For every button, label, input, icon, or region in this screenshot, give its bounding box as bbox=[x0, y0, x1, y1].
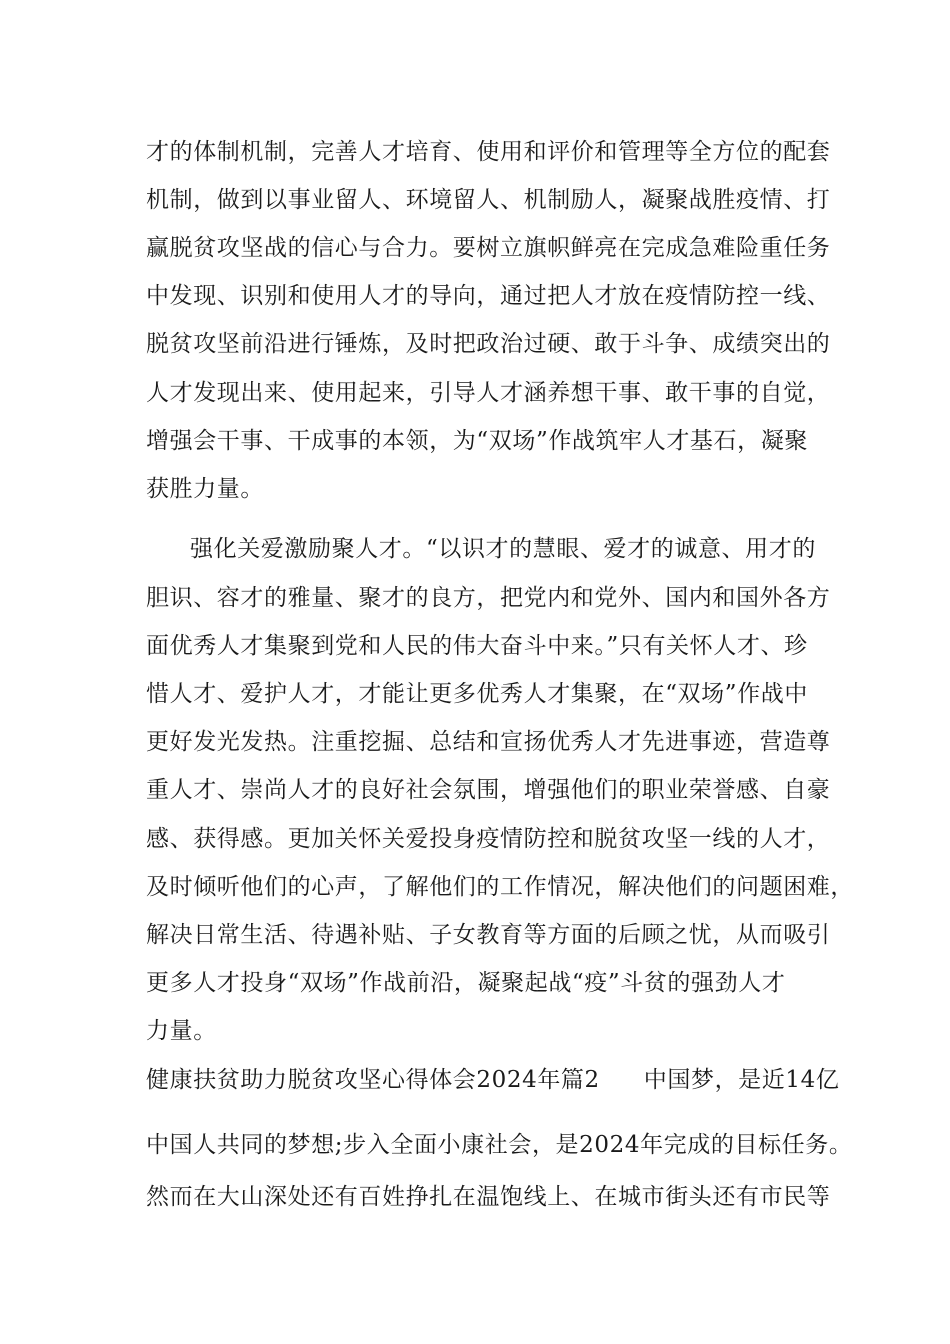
body-text-line: 胆识、容才的雅量、聚才的良方，把党内和党外、国内和国外各方 bbox=[146, 585, 831, 611]
body-text-line: 赢脱贫攻坚战的信心与合力。要树立旗帜鲜亮在完成急难险重任务 bbox=[146, 235, 831, 261]
body-text-line: 及时倾听他们的心声，了解他们的工作情况，解决他们的问题困难， bbox=[146, 874, 854, 900]
body-text-line: 脱贫攻坚前沿进行锤炼，及时把政治过硬、敢于斗争、成绩突出的 bbox=[146, 331, 831, 357]
body-text-line: 面优秀人才集聚到党和人民的伟大奋斗中来。”只有关怀人才、珍 bbox=[146, 633, 808, 659]
body-text-line: 才的体制机制，完善人才培育、使用和评价和管理等全方位的配套 bbox=[146, 139, 831, 165]
body-text-line: 中发现、识别和使用人才的导向，通过把人才放在疫情防控一线、 bbox=[146, 283, 831, 309]
body-text-line: 增强会干事、干成事的本领，为“双场”作战筑牢人才基石，凝聚 bbox=[146, 428, 808, 454]
body-text-line: 重人才、崇尚人才的良好社会氛围，增强他们的职业荣誉感、自豪 bbox=[146, 777, 831, 803]
section-heading-line bbox=[146, 1065, 839, 1095]
body-text-line: 获胜力量。 bbox=[146, 476, 264, 502]
body-text-line: 人才发现出来、使用起来，引导人才涵养想干事、敢干事的自觉， bbox=[146, 380, 831, 406]
body-text-line: 力量。 bbox=[146, 1018, 217, 1044]
body-text-line: 然而在大山深处还有百姓挣扎在温饱线上、在城市街头还有市民等 bbox=[146, 1184, 831, 1210]
body-text-line: 更好发光发热。注重挖掘、总结和宣扬优秀人才先进事迹，营造尊 bbox=[146, 729, 831, 755]
section-heading: 健康扶贫助力脱贫攻坚心得体会2024年篇2 bbox=[146, 1067, 600, 1093]
body-text-line: 中国人共同的梦想;步入全面小康社会，是2024年完成的目标任务。 bbox=[146, 1132, 853, 1158]
body-text-line: 更多人才投身“双场”作战前沿，凝聚起战“疫”斗贫的强劲人才 bbox=[146, 970, 786, 996]
body-text-line: 机制，做到以事业留人、环境留人、机制励人，凝聚战胜疫情、打 bbox=[146, 187, 831, 213]
body-text-line: 解决日常生活、待遇补贴、子女教育等方面的后顾之忧，从而吸引 bbox=[146, 922, 831, 948]
paragraph-first-line: 强化关爱激励聚人才。“以识才的慧眼、爱才的诚意、用才的 bbox=[190, 536, 816, 562]
body-text-line: 感、获得感。更加关怀关爱投身疫情防控和脱贫攻坚一线的人才， bbox=[146, 826, 831, 852]
body-text-line: 惜人才、爱护人才，才能让更多优秀人才集聚，在“双场”作战中 bbox=[146, 681, 808, 707]
section-heading-tail: 中国梦，是近14亿 bbox=[643, 1067, 840, 1093]
